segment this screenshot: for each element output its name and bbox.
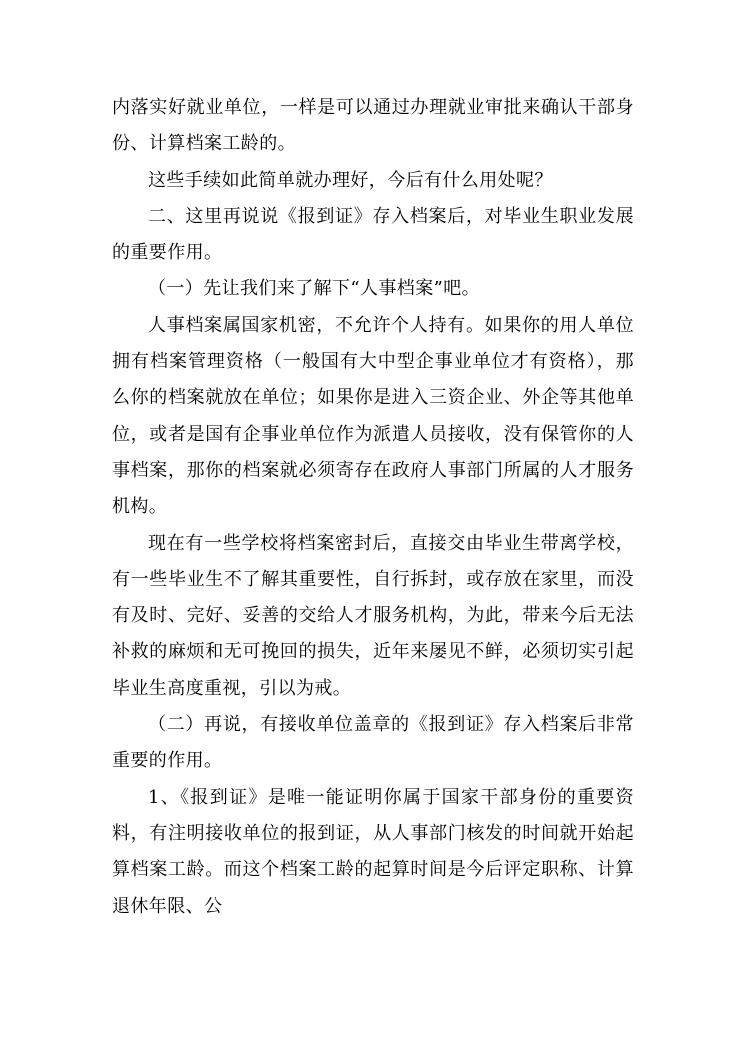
subsection-heading-two: （二）再说，有接收单位盖章的《报到证》存入档案后非常重要的作用。 bbox=[112, 714, 634, 772]
paragraph-item-one: 1、《报到证》是唯一能证明你属于国家干部身份的重要资料，有注明接收单位的报到证，从人事部门核发的时间就开始起算档案工龄。而这个档案工龄的起算时间是今后评定职称、计算退休年限、公 bbox=[112, 786, 634, 917]
paragraph-personnel-archive: 人事档案属国家机密，不允许个人持有。如果你的用人单位拥有档案管理资格（一般国有大中型企事业单位才有资格），那么你的档案就放在单位；如果你是进入三资企业、外企等其他单位，或者是国有企事业单位作为派遣人员接收，没有保管你的人事档案，那你的档案就必须寄存在政府人事部门所属的人才服务机构。 bbox=[112, 314, 634, 518]
paragraph-question: 这些手续如此简单就办理好，今后有什么用处呢？ bbox=[148, 169, 553, 191]
subsection-heading-one: （一）先让我们来了解下“人事档案”吧。 bbox=[148, 278, 481, 300]
paragraph-continuation: 内落实好就业单位，一样是可以通过办理就业审批来确认干部身份、计算档案工龄的。 bbox=[112, 97, 634, 155]
section-heading-two: 二、这里再说说《报到证》存入档案后，对毕业生职业发展的重要作用。 bbox=[112, 205, 634, 264]
paragraph-sealed-archive: 现在有一些学校将档案密封后，直接交由毕业生带离学校，有一些毕业生不了解其重要性，自行拆封，或存放在家里，而没有及时、完好、妥善的交给人才服务机构，为此，带来今后无法补救的麻烦和无可挽回的损失，近年来屡见不鲜，必须切实引起毕业生高度重视，引以为戒。 bbox=[112, 532, 634, 699]
document-body bbox=[112, 90, 634, 925]
